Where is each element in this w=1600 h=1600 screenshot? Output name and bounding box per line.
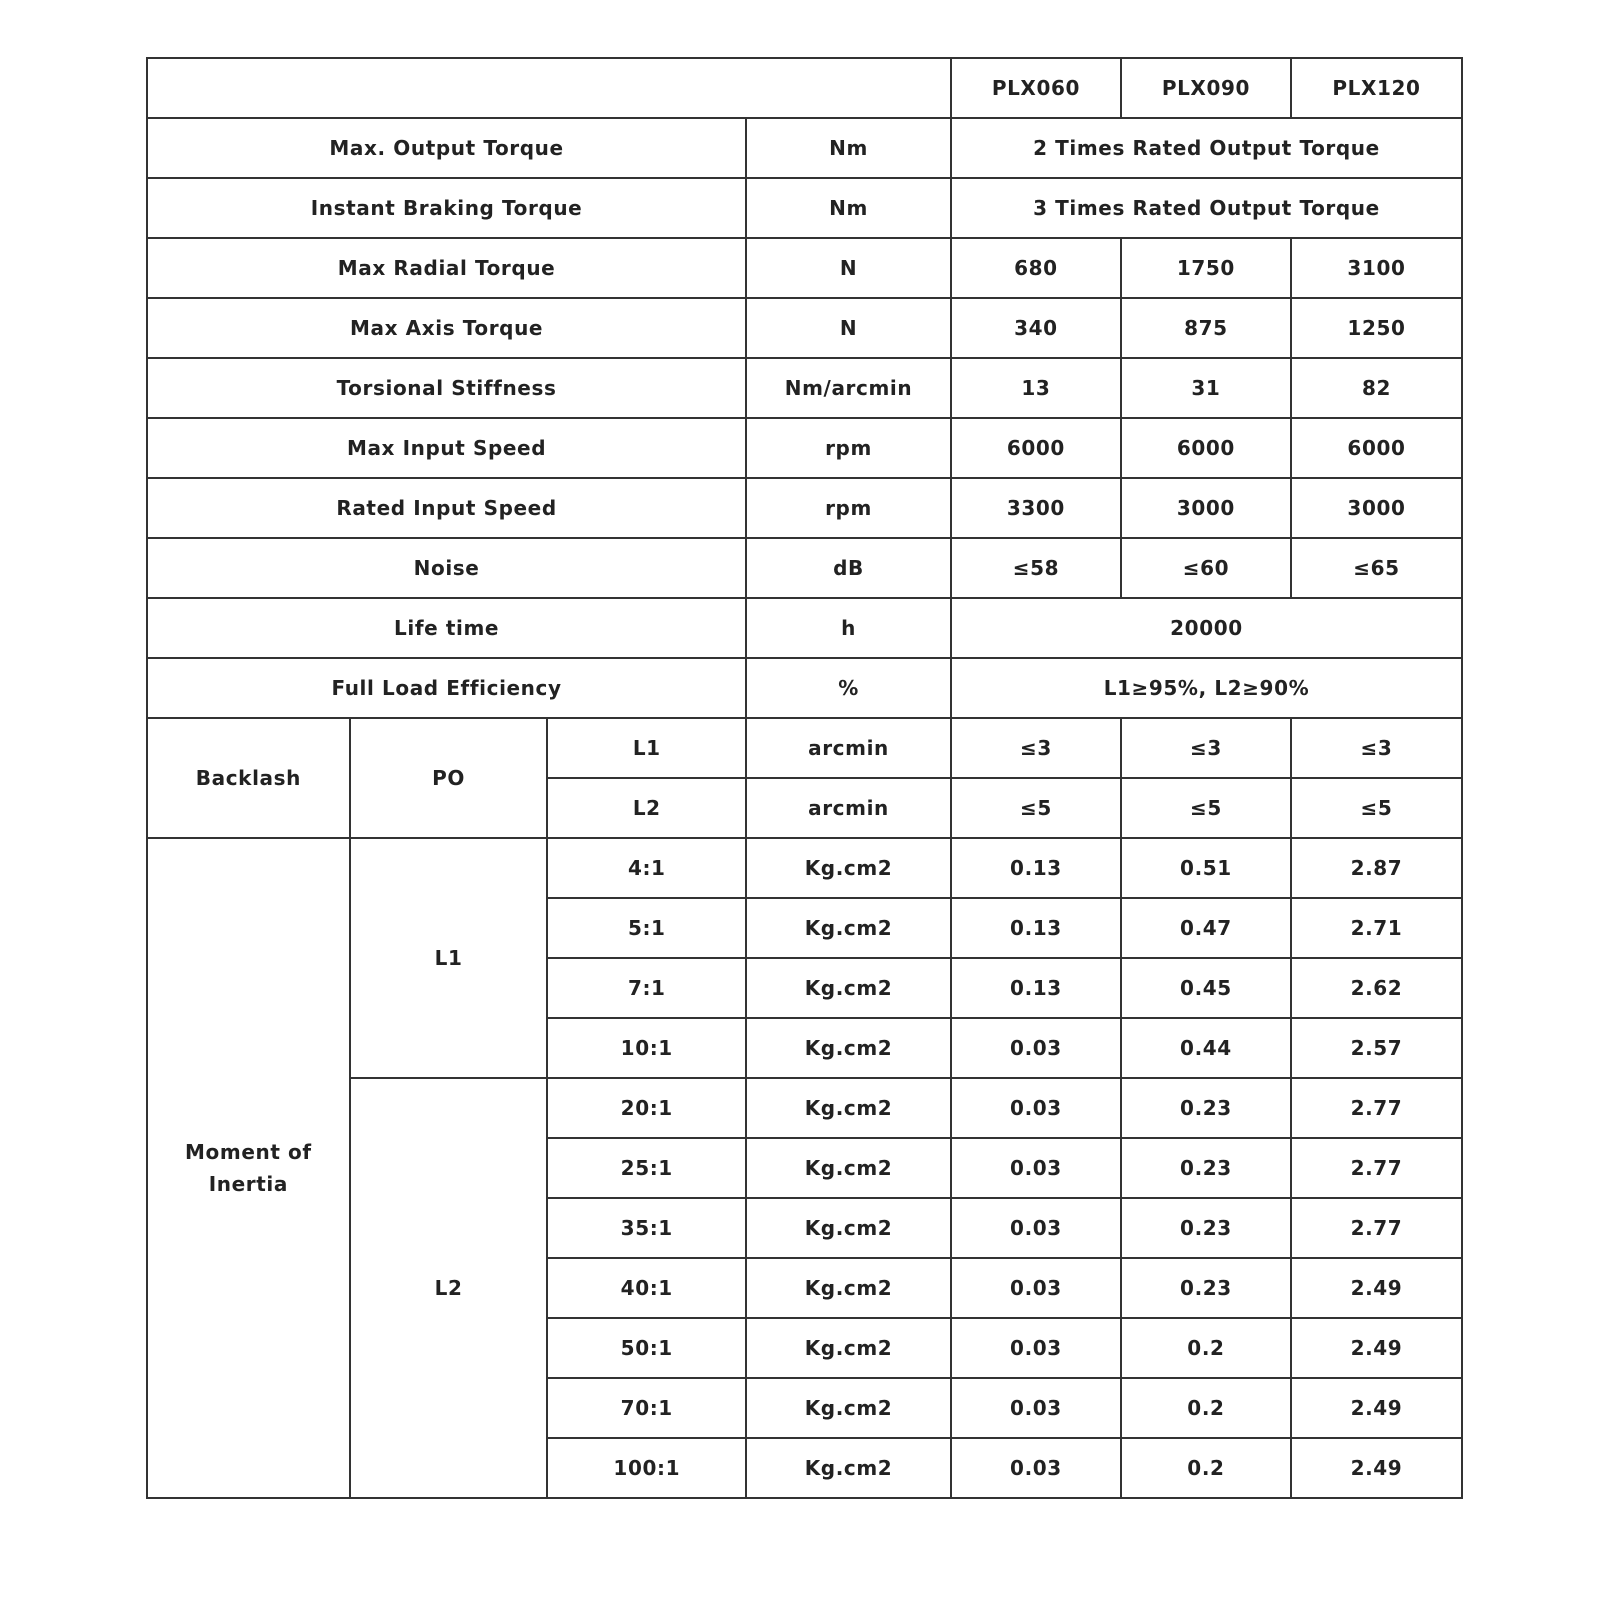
row-label: Rated Input Speed [147, 478, 746, 538]
row-unit: Kg.cm2 [746, 838, 951, 898]
row-span-value: 20000 [951, 598, 1462, 658]
ratio-label: 20:1 [547, 1078, 746, 1138]
table-row [147, 598, 1462, 658]
row-unit: Kg.cm2 [746, 958, 951, 1018]
cell-value: 0.44 [1121, 1018, 1291, 1078]
row-span-value: 2 Times Rated Output Torque [951, 118, 1462, 178]
row-unit: arcmin [746, 778, 951, 838]
cell-value: 2.77 [1291, 1198, 1462, 1258]
cell-value: 3000 [1121, 478, 1291, 538]
ratio-label: 50:1 [547, 1318, 746, 1378]
ratio-label: 10:1 [547, 1018, 746, 1078]
cell-value: 2.49 [1291, 1318, 1462, 1378]
cell-value: 1250 [1291, 298, 1462, 358]
ratio-label: 7:1 [547, 958, 746, 1018]
cell-value: 875 [1121, 298, 1291, 358]
row-unit: Kg.cm2 [746, 1318, 951, 1378]
table-row [147, 838, 1462, 898]
ratio-label: 4:1 [547, 838, 746, 898]
cell-value: 0.13 [951, 838, 1121, 898]
table-row [147, 478, 1462, 538]
cell-value: 0.03 [951, 1378, 1121, 1438]
ratio-label: 5:1 [547, 898, 746, 958]
row-unit: Kg.cm2 [746, 898, 951, 958]
cell-value: 0.23 [1121, 1138, 1291, 1198]
cell-value: 0.23 [1121, 1078, 1291, 1138]
cell-value: 0.03 [951, 1318, 1121, 1378]
row-unit: Kg.cm2 [746, 1378, 951, 1438]
row-unit: Kg.cm2 [746, 1138, 951, 1198]
row-label: Max Input Speed [147, 418, 746, 478]
row-unit: rpm [746, 478, 951, 538]
ratio-label: 100:1 [547, 1438, 746, 1498]
cell-value: 2.77 [1291, 1138, 1462, 1198]
table-row [147, 118, 1462, 178]
cell-value: ≤60 [1121, 538, 1291, 598]
header-blank-cell [147, 58, 951, 118]
cell-value: ≤58 [951, 538, 1121, 598]
cell-value: ≤3 [1291, 718, 1462, 778]
table-row [147, 718, 1462, 778]
row-unit: rpm [746, 418, 951, 478]
cell-value: 1750 [1121, 238, 1291, 298]
cell-value: 2.71 [1291, 898, 1462, 958]
cell-value: 0.47 [1121, 898, 1291, 958]
cell-value: 13 [951, 358, 1121, 418]
table-row [147, 418, 1462, 478]
inertia-stage-label: L1 [350, 838, 548, 1078]
cell-value: 6000 [1121, 418, 1291, 478]
row-label: Torsional Stiffness [147, 358, 746, 418]
table-row [147, 298, 1462, 358]
cell-value: 6000 [1291, 418, 1462, 478]
row-unit: arcmin [746, 718, 951, 778]
cell-value: ≤5 [1121, 778, 1291, 838]
row-unit: Kg.cm2 [746, 1438, 951, 1498]
cell-value: 0.13 [951, 898, 1121, 958]
cell-value: 680 [951, 238, 1121, 298]
cell-value: 0.23 [1121, 1198, 1291, 1258]
cell-value: 2.49 [1291, 1438, 1462, 1498]
cell-value: 0.51 [1121, 838, 1291, 898]
row-unit: % [746, 658, 951, 718]
ratio-label: 25:1 [547, 1138, 746, 1198]
row-label: Max. Output Torque [147, 118, 746, 178]
row-unit: Nm/arcmin [746, 358, 951, 418]
row-unit: N [746, 238, 951, 298]
cell-value: ≤5 [951, 778, 1121, 838]
header-row [147, 58, 1462, 118]
row-unit: Kg.cm2 [746, 1018, 951, 1078]
row-label: Instant Braking Torque [147, 178, 746, 238]
cell-value: 2.49 [1291, 1378, 1462, 1438]
table-row [147, 178, 1462, 238]
row-unit: Nm [746, 118, 951, 178]
model-header: PLX120 [1291, 58, 1462, 118]
cell-value: 0.03 [951, 1078, 1121, 1138]
inertia-stage-label: L2 [350, 1078, 548, 1498]
table-row [147, 238, 1462, 298]
table-row [147, 358, 1462, 418]
row-unit: h [746, 598, 951, 658]
model-header: PLX060 [951, 58, 1121, 118]
cell-value: 6000 [951, 418, 1121, 478]
cell-value: 0.2 [1121, 1378, 1291, 1438]
row-span-value: L1≥95%, L2≥90% [951, 658, 1462, 718]
cell-value: 340 [951, 298, 1121, 358]
row-span-value: 3 Times Rated Output Torque [951, 178, 1462, 238]
cell-value: 0.23 [1121, 1258, 1291, 1318]
row-label: Life time [147, 598, 746, 658]
row-unit: Kg.cm2 [746, 1258, 951, 1318]
cell-value: 0.45 [1121, 958, 1291, 1018]
row-label: Max Radial Torque [147, 238, 746, 298]
cell-value: 0.13 [951, 958, 1121, 1018]
ratio-label: 40:1 [547, 1258, 746, 1318]
ratio-label: 35:1 [547, 1198, 746, 1258]
cell-value: 0.03 [951, 1438, 1121, 1498]
cell-value: ≤3 [951, 718, 1121, 778]
cell-value: 2.62 [1291, 958, 1462, 1018]
cell-value: 2.77 [1291, 1078, 1462, 1138]
cell-value: 3100 [1291, 238, 1462, 298]
cell-value: 3300 [951, 478, 1121, 538]
inertia-label: Moment of Inertia [147, 838, 350, 1498]
cell-value: 3000 [1291, 478, 1462, 538]
cell-value: 0.03 [951, 1198, 1121, 1258]
table-row [147, 658, 1462, 718]
cell-value: 0.03 [951, 1258, 1121, 1318]
cell-value: 0.2 [1121, 1438, 1291, 1498]
cell-value: ≤65 [1291, 538, 1462, 598]
cell-value: 82 [1291, 358, 1462, 418]
cell-value: 2.87 [1291, 838, 1462, 898]
row-label: Noise [147, 538, 746, 598]
cell-value: ≤5 [1291, 778, 1462, 838]
cell-value: 2.57 [1291, 1018, 1462, 1078]
row-unit: Kg.cm2 [746, 1078, 951, 1138]
backlash-sub-label: PO [350, 718, 548, 838]
row-unit: N [746, 298, 951, 358]
stage-label: L2 [547, 778, 746, 838]
cell-value: 0.2 [1121, 1318, 1291, 1378]
cell-value: 2.49 [1291, 1258, 1462, 1318]
cell-value: 0.03 [951, 1138, 1121, 1198]
row-label: Full Load Efficiency [147, 658, 746, 718]
cell-value: 0.03 [951, 1018, 1121, 1078]
model-header: PLX090 [1121, 58, 1291, 118]
stage-label: L1 [547, 718, 746, 778]
row-label: Max Axis Torque [147, 298, 746, 358]
row-unit: Kg.cm2 [746, 1198, 951, 1258]
backlash-label: Backlash [147, 718, 350, 838]
table-row [147, 538, 1462, 598]
cell-value: ≤3 [1121, 718, 1291, 778]
row-unit: dB [746, 538, 951, 598]
cell-value: 31 [1121, 358, 1291, 418]
spec-table [146, 57, 1463, 1499]
row-unit: Nm [746, 178, 951, 238]
ratio-label: 70:1 [547, 1378, 746, 1438]
